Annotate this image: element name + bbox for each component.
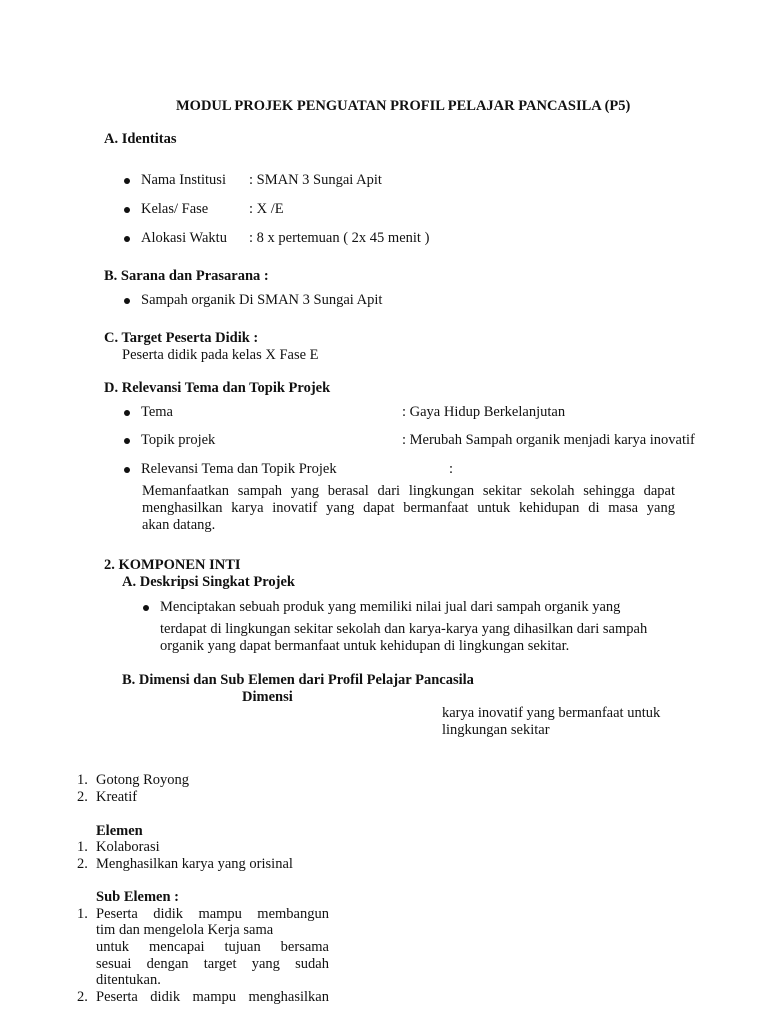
list-number: 1. bbox=[77, 839, 88, 855]
identitas-value-alokasi: : 8 x pertemuan ( 2x 45 menit ) bbox=[249, 230, 430, 246]
section-c-heading: C. Target Peserta Didik : bbox=[104, 330, 259, 346]
document-title: MODUL PROJEK PENGUATAN PROFIL PELAJAR PANCASILA (P5) bbox=[176, 98, 631, 114]
section-a-heading: A. Identitas bbox=[104, 131, 177, 147]
relevansi-paragraph-line: Memanfaatkan sampah yang berasal dari lingkungan sekitar sekolah sehingga dapat bbox=[142, 483, 675, 499]
identitas-label-alokasi: Alokasi Waktu bbox=[141, 230, 227, 246]
bullet-icon bbox=[124, 410, 130, 416]
dimensi-section-heading: B. Dimensi dan Sub Elemen dari Profil Pelajar Pancasila bbox=[122, 672, 474, 688]
sub-elemen-line: sesuai dengan target yang sudah bbox=[96, 956, 329, 972]
relevansi-label-topik: Topik projek bbox=[141, 432, 216, 448]
elemen-item: Menghasilkan karya yang orisinal bbox=[96, 856, 293, 872]
elemen-item: Kolaborasi bbox=[96, 839, 160, 855]
relevansi-value-relevansi: : bbox=[449, 461, 454, 477]
relevansi-paragraph-line: menghasilkan karya inovatif yang dapat bermanfaat untuk kehidupan di masa yang bbox=[142, 500, 675, 516]
bullet-icon bbox=[124, 298, 130, 304]
bullet-icon bbox=[124, 207, 130, 213]
list-number: 2. bbox=[77, 856, 88, 872]
identitas-value-kelas: : X /E bbox=[249, 201, 284, 217]
sub-elemen-line: tim dan mengelola Kerja sama bbox=[96, 922, 274, 938]
relevansi-label-tema: Tema bbox=[141, 404, 173, 420]
list-number: 2. bbox=[77, 989, 88, 1005]
sarana-item: Sampah organik Di SMAN 3 Sungai Apit bbox=[141, 292, 383, 308]
dimensi-right-text: lingkungan sekitar bbox=[442, 722, 550, 738]
sub-elemen-heading: Sub Elemen : bbox=[96, 889, 179, 905]
dimensi-right-text: karya inovatif yang bermanfaat untuk bbox=[442, 705, 661, 721]
bullet-icon bbox=[143, 605, 149, 611]
identitas-label-institusi: Nama Institusi bbox=[141, 172, 226, 188]
identitas-label-kelas: Kelas/ Fase bbox=[141, 201, 209, 217]
deskripsi-line: Menciptakan sebuah produk yang memiliki nilai jual dari sampah organik yang bbox=[160, 599, 621, 615]
bullet-icon bbox=[124, 467, 130, 473]
deskripsi-line: terdapat di lingkungan sekitar sekolah dan karya-karya yang dihasilkan dari sampah bbox=[160, 621, 648, 637]
list-number: 1. bbox=[77, 906, 88, 922]
komponen-inti-heading: 2. KOMPONEN INTI bbox=[104, 557, 241, 573]
list-number: 2. bbox=[77, 789, 88, 805]
bullet-icon bbox=[124, 236, 130, 242]
dimensi-item: Gotong Royong bbox=[96, 772, 190, 788]
target-text: Peserta didik pada kelas X Fase E bbox=[122, 347, 319, 363]
bullet-icon bbox=[124, 178, 130, 184]
elemen-heading: Elemen bbox=[96, 823, 143, 839]
dimensi-label: Dimensi bbox=[242, 689, 293, 705]
sub-elemen-line: Peserta didik mampu membangun bbox=[96, 906, 329, 922]
dimensi-item: Kreatif bbox=[96, 789, 138, 805]
sub-elemen-line: ditentukan. bbox=[96, 972, 161, 988]
list-number: 1. bbox=[77, 772, 88, 788]
sub-elemen-line: Peserta didik mampu menghasilkan bbox=[96, 989, 329, 1005]
relevansi-paragraph-line: akan datang. bbox=[142, 517, 216, 533]
relevansi-label-relevansi: Relevansi Tema dan Topik Projek bbox=[141, 461, 337, 477]
section-d-heading: D. Relevansi Tema dan Topik Projek bbox=[104, 380, 331, 396]
relevansi-value-topik: : Merubah Sampah organik menjadi karya inovatif bbox=[402, 432, 695, 448]
sub-elemen-line: untuk mencapai tujuan bersama bbox=[96, 939, 329, 955]
identitas-value-institusi: : SMAN 3 Sungai Apit bbox=[249, 172, 382, 188]
deskripsi-heading: A. Deskripsi Singkat Projek bbox=[122, 574, 295, 590]
relevansi-value-tema: : Gaya Hidup Berkelanjutan bbox=[402, 404, 566, 420]
deskripsi-line: organik yang dapat bermanfaat untuk kehidupan di lingkungan sekitar. bbox=[160, 638, 570, 654]
section-b-heading: B. Sarana dan Prasarana : bbox=[104, 268, 269, 284]
bullet-icon bbox=[124, 438, 130, 444]
